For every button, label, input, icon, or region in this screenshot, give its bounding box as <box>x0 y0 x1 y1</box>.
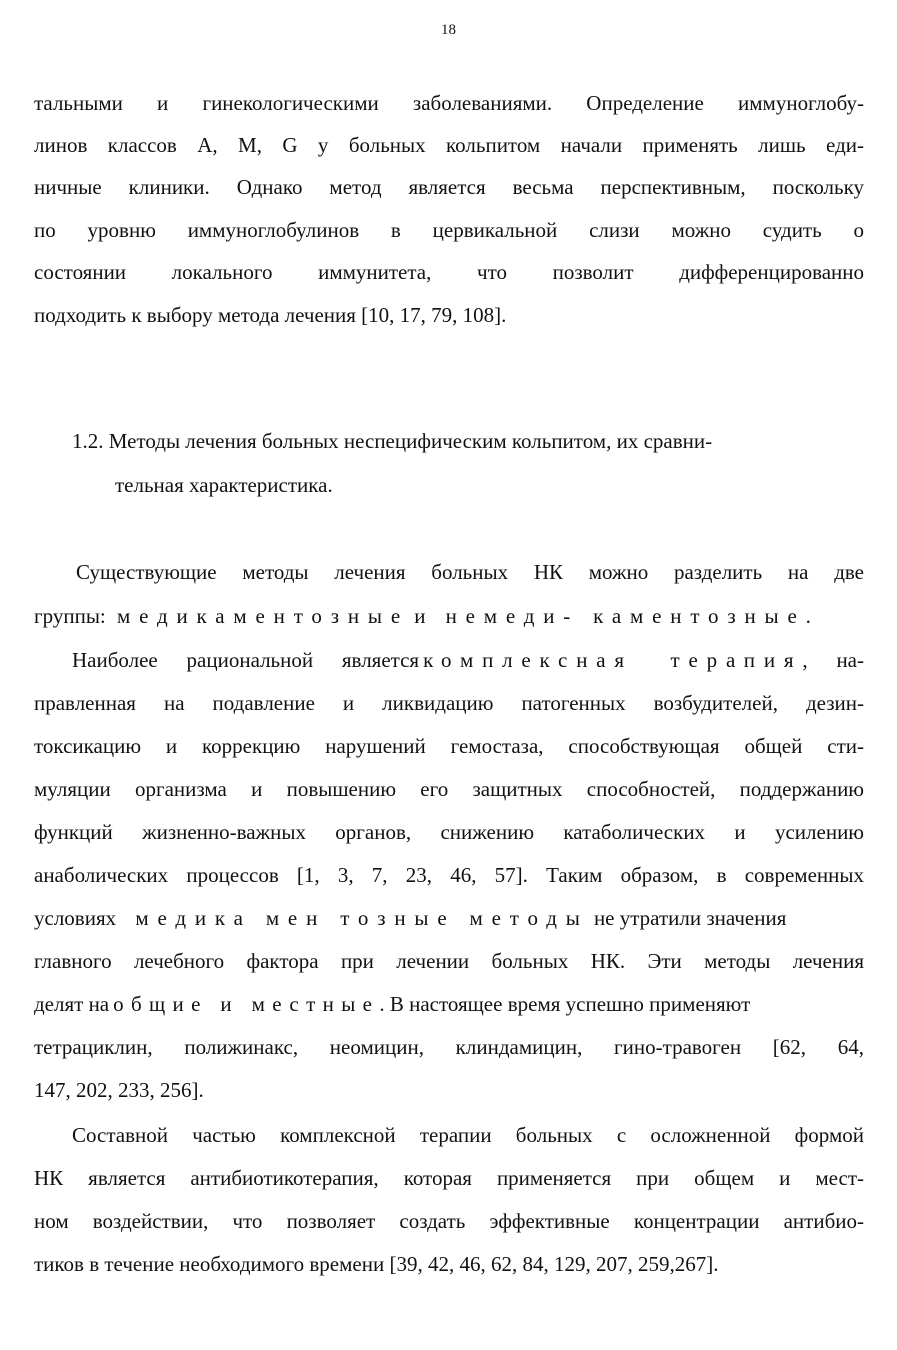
text-line: ничные клиники. Однако метод является весьма перспективным, поскольку <box>34 175 864 199</box>
text-line: муляции организма и повышению его защитных способностей, поддержанию <box>34 777 864 801</box>
text-line: состоянии локального иммунитета, что позволит дифференцированно <box>34 260 864 284</box>
text-line: Существующие методы лечения больных НК можно разделить на две <box>76 560 864 584</box>
spaced-term: комплексная терапия <box>423 648 803 672</box>
text-line: ном воздействии, что позволяет создать эффективные концентрации антибио- <box>34 1209 864 1233</box>
page-number: 18 <box>441 22 456 38</box>
text-run: делят на <box>34 992 110 1016</box>
text-line: тетрациклин, полижинакс, неомицин, клиндамицин, гино-травоген [62, 64, <box>34 1035 864 1059</box>
text-line: правленная на подавление и ликвидацию патогенных возбудителей, дезин- <box>34 691 864 715</box>
text-run: условиях <box>34 906 117 930</box>
text-line <box>34 903 864 933</box>
text-line: Составной частью комплексной терапии больных с осложненной формой <box>72 1123 864 1147</box>
spaced-term: медика мен тозные методы <box>135 906 589 930</box>
spaced-term: медикаментозные <box>117 604 409 628</box>
text-line: подходить к выбору метода лечения [10, 17, 79, 108]. <box>34 303 507 327</box>
text-run: . В настоящее время успешно применяют <box>379 992 751 1016</box>
text-line: тальными и гинекологическими заболеваниями. Определение иммуноглобу- <box>34 91 864 115</box>
text-run: и <box>414 604 435 628</box>
text-run: не утратили значения <box>593 906 787 930</box>
spaced-term: немеди- каментозные. <box>445 604 820 628</box>
text-line: функций жизненно-важных органов, снижению катаболических и усилению <box>34 820 864 844</box>
text-line <box>72 645 864 675</box>
text-line: 147, 202, 233, 256]. <box>34 1078 204 1102</box>
text-run: группы: <box>34 604 106 628</box>
text-line: линов классов А, М, G у больных кольпитом начали применять лишь еди- <box>34 133 864 157</box>
spaced-term: общие и местные <box>113 992 380 1016</box>
text-line: НК является антибиотикотерапия, которая применяется при общем и мест- <box>34 1166 864 1190</box>
text-line <box>34 601 864 631</box>
heading-line: тельная характеристика. <box>115 473 333 497</box>
heading-line: 1.2. Методы лечения больных неспецифическим кольпитом, их сравни- <box>72 429 713 453</box>
text-run: , на- <box>802 648 864 672</box>
text-line: главного лечебного фактора при лечении больных НК. Эти методы лечения <box>34 949 864 973</box>
text-line: токсикацию и коррекцию нарушений гемостаза, способствующая общей сти- <box>34 734 864 758</box>
text-run: Наиболее рациональной является <box>72 648 420 672</box>
text-line <box>34 989 864 1019</box>
text-line: тиков в течение необходимого времени [39, 42, 46, 62, 84, 129, 207, 259,267]. <box>34 1252 719 1276</box>
text-line: анаболических процессов [1, 3, 7, 23, 46, 57]. Таким образом, в современных <box>34 863 864 887</box>
text-line: по уровню иммуноглобулинов в цервикальной слизи можно судить о <box>34 218 864 242</box>
